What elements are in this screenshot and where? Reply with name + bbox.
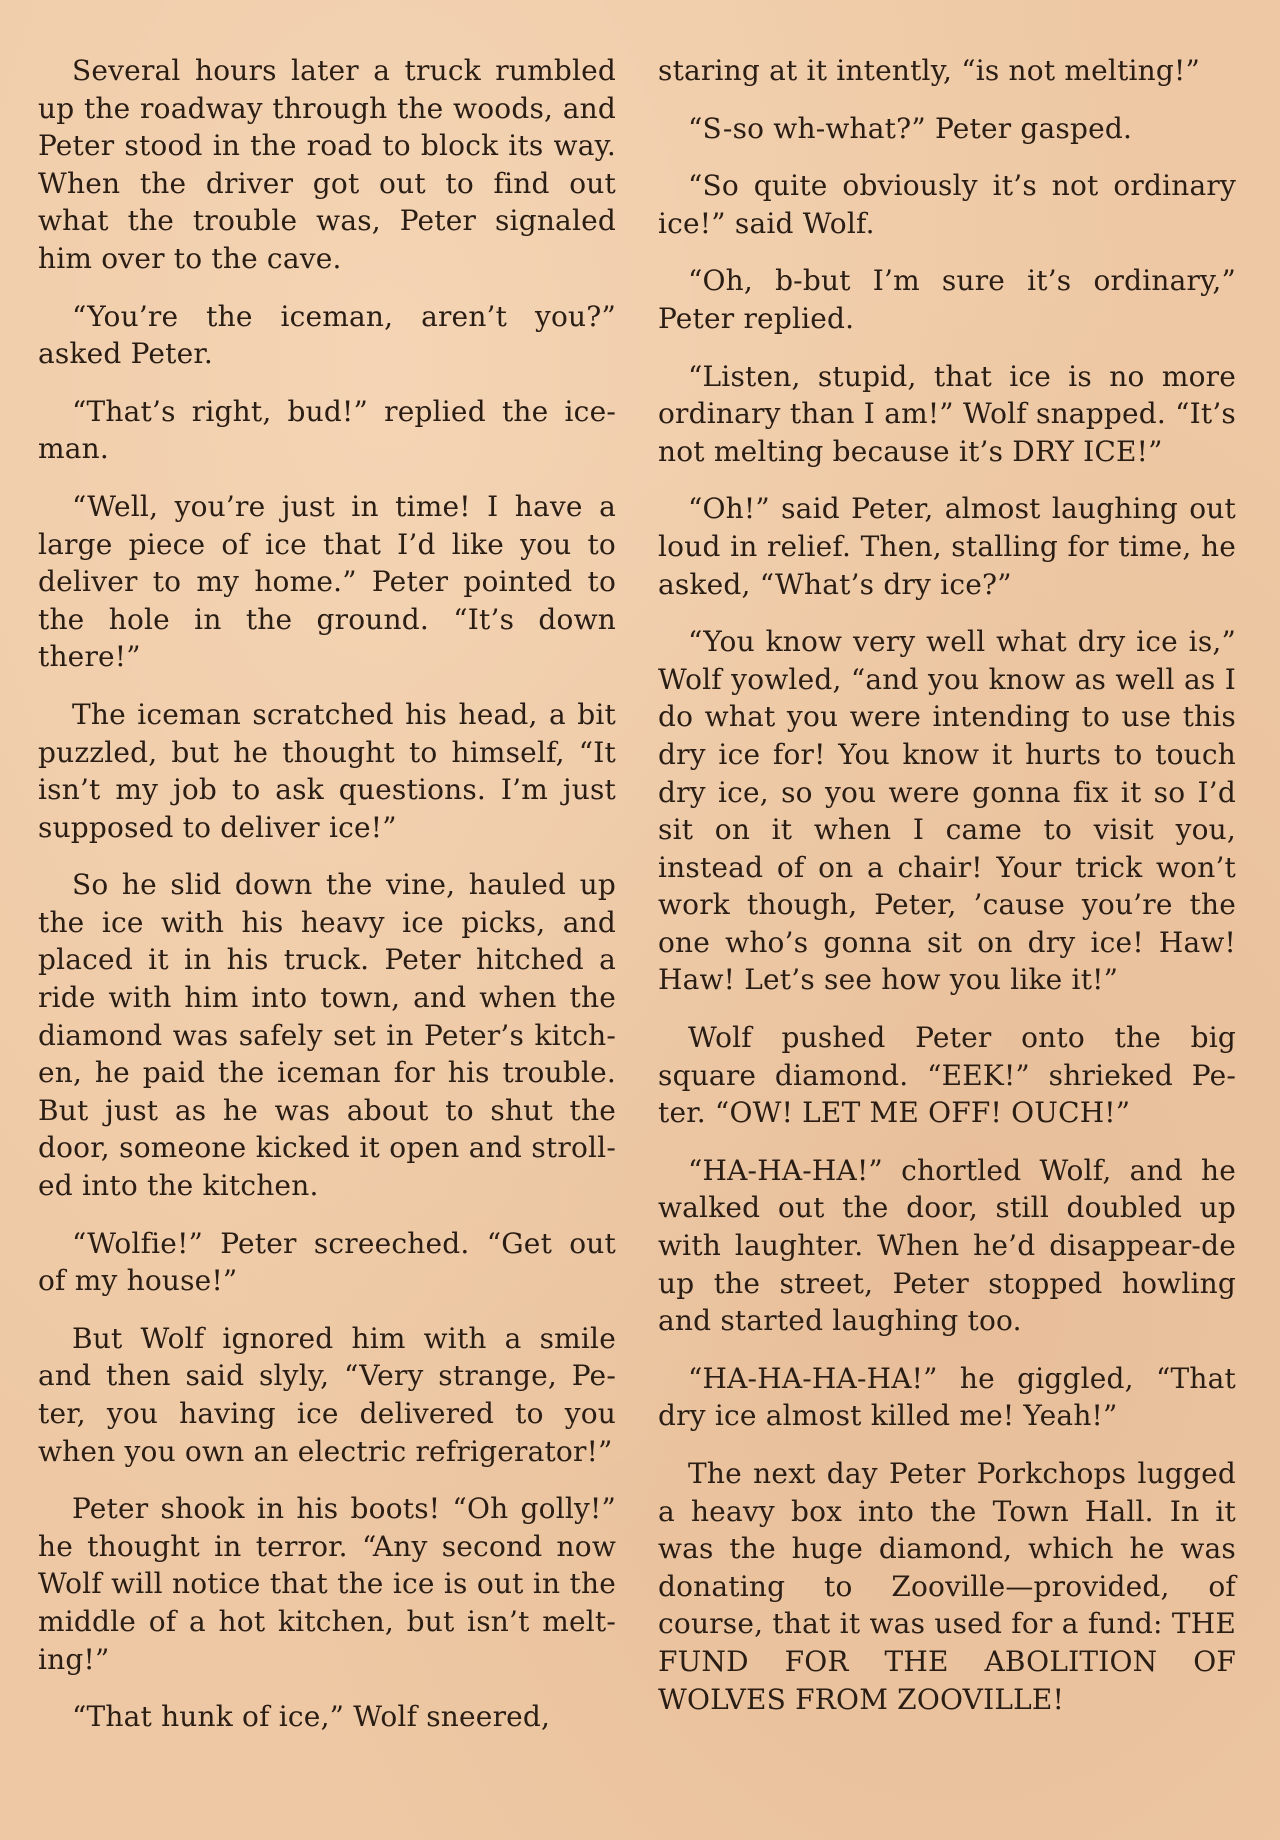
paragraph: “Wolfie!” Peter screeched. “Get out of my house!” (38, 1226, 616, 1298)
left-text-column (38, 52, 616, 1840)
paragraph: “HA-HA-HA-HA!” he giggled, “That dry ice almost killed me! Yeah!” (658, 1361, 1236, 1433)
paragraph: “Oh!” said Peter, almost laughing out loud in relief. Then, stalling for time, he asked, “What’s dry ice?” (658, 492, 1236, 601)
paragraph: “So quite obviously it’s not ordinary ice!” said Wolf. (658, 169, 1236, 240)
paragraph: But Wolf ignored him with a smile and then said slyly, “Very strange, Pe-ter, you having ice delivered to you when you own an electric refrigerator!” (38, 1321, 616, 1468)
paragraph: “HA-HA-HA!” chortled Wolf, and he walked out the door, still doubled up with laughter. When he’d disappear-de up the street, Peter stopped howling and started laughing too. (658, 1153, 1236, 1338)
paragraph-continued: staring at it intently, “is not melting!” (658, 54, 1201, 87)
paragraph: The next day Peter Porkchops lugged a heavy box into the Town Hall. In it was the huge diamond, which he was donating to Zooville—provided, of course, that it was used for a fund: THE FUND FOR THE ABOLITION OF WOLVES FROM ZOOVILLE! (658, 1457, 1236, 1716)
paragraph: Several hours later a truck rumbled up the roadway through the woods, and Peter stood in the road to block its way. When the driver got out to find out what the trouble was, Peter signaled him over to the cave. (38, 54, 616, 275)
paragraph: “Listen, stupid, that ice is no more ordinary than I am!” Wolf snapped. “It’s not melting because it’s DRY ICE!” (658, 359, 1236, 468)
paragraph: “You know very well what dry ice is,” Wolf yowled, “and you know as well as I do what you were intending to use this dry ice for! You know it hurts to touch dry ice, so you were gonna fix it so I’d sit on it when I came to visit you, instead of on a chair! Your trick won’t work though, Peter, ’cause you’re the one who’s gonna sit on dry ice! Haw! Haw! Let’s see how you like it!” (658, 625, 1236, 997)
paragraph: Peter shook in his boots! “Oh golly!” he thought in terror. “Any second now Wolf will notice that the ice is out in the middle of a hot kitchen, but isn’t melt-ing!” (38, 1492, 616, 1676)
paragraph: So he slid down the vine, hauled up the ice with his heavy ice picks, and placed it in his truck. Peter hitched a ride with him into town, and when the diamond was safely set in Peter’s kitch-en, he paid the iceman for his trouble. But just as he was about to shut the door, someone kicked it open and stroll-ed into the kitchen. (38, 868, 616, 1203)
paragraph: “Well, you’re just in time! I have a large piece of ice that I’d like you to deliver to my home.” Peter pointed to the hole in the ground. “It’s down there!” (38, 489, 616, 674)
paragraph: “That’s right, bud!” replied the ice-man. (38, 394, 616, 466)
right-text-column (658, 52, 1236, 1840)
paragraph: The iceman scratched his head, a bit puzzled, but he thought to himself, “It isn’t my job to ask questions. I’m just supposed to deliver ice!” (38, 697, 616, 844)
paragraph: “S-so wh-what?” Peter gasped. (688, 111, 1133, 145)
paragraph: “That hunk of ice,” Wolf sneered, (72, 1700, 551, 1734)
paragraph: “Oh, b-but I’m sure it’s ordinary,” Peter replied. (658, 264, 1236, 335)
paragraph: Wolf pushed Peter onto the big square diamond. “EEK!” shrieked Pe-ter. “OW! LET ME OFF! OUCH!” (658, 1021, 1236, 1130)
paragraph: “You’re the iceman, aren’t you?” asked Peter. (38, 299, 616, 371)
